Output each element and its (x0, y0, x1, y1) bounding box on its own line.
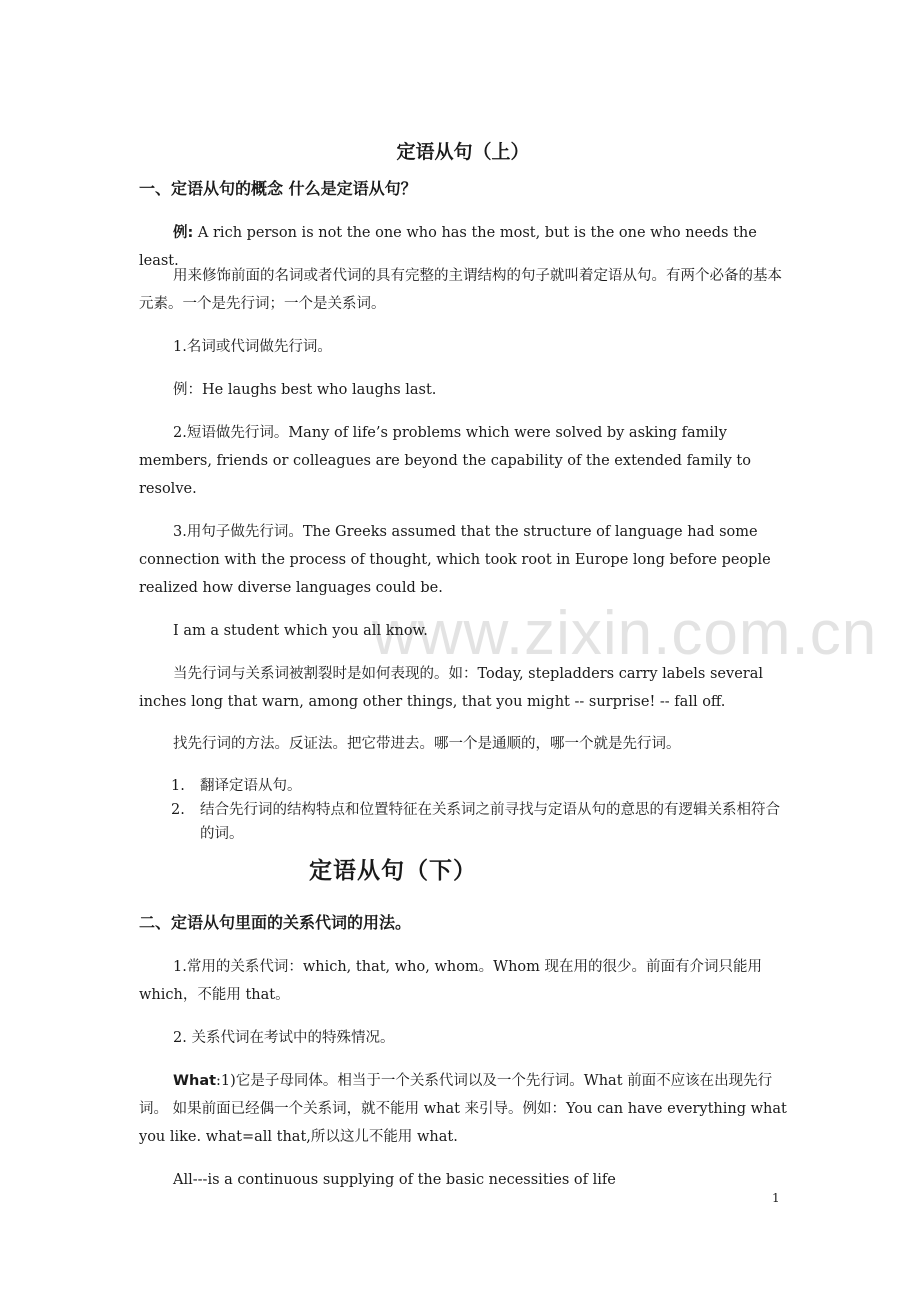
student-sentence: I am a student which you all know. (173, 623, 428, 639)
page-number: 1 (772, 1191, 780, 1205)
list-item-number: 2. (171, 802, 185, 818)
example-label: 例: (173, 225, 194, 241)
item2-phrase-antecedent: 2.短语做先行词。Many of life’s problems which were solved by asking family members, friends or colleagues are beyond the capability of the extended family to resolve. (139, 425, 751, 497)
item1-example: 例：He laughs best who laughs last. (173, 382, 437, 398)
definition-paragraph: 用来修饰前面的名词或者代词的具有完整的主谓结构的句子就叫着定语从句。有两个必备的基本元素。一个是先行词；一个是关系词。 (139, 268, 782, 312)
list-item (139, 774, 787, 798)
method-steps-list (139, 774, 787, 846)
all-line: All---is a continuous supplying of the basic necessities of life (173, 1172, 616, 1188)
separated-antecedent-paragraph: 当先行词与关系词被割裂时是如何表现的。如：Today, stepladders carry labels several inches long that warn, among other things, that you might -- surprise! -- fall off. (139, 666, 763, 710)
list-item-number: 1. (171, 778, 185, 794)
example-text: A rich person is not the one who has the most, but is the one who needs the least. (139, 225, 757, 269)
what-paragraph (139, 1067, 787, 1151)
document-page (139, 0, 787, 1302)
item1-noun-antecedent: 1.名词或代词做先行词。 (173, 339, 332, 355)
section1-heading: 一、定语从句的概念 什么是定语从句？ (139, 179, 417, 198)
what-text: :1)它是子母同体。相当于一个关系代词以及一个先行词。What 前面不应该在出现先行词。 如果前面已经偶一个关系词，就不能用 what 来引导。例如：You can have everything what you like. what=all that,所以这儿不能用 what. (139, 1073, 787, 1145)
section2-heading: 二、定语从句里面的关系代词的用法。 (139, 913, 412, 932)
item3-sentence-antecedent: 3.用句子做先行词。The Greeks assumed that the structure of language had some connection with the process of thought, which took root in Europe long before people realized how diverse languages could be. (139, 524, 771, 596)
title-lower: 定语从句（下） (309, 858, 477, 884)
section2-item2: 2. 关系代词在考试中的特殊情况。 (173, 1030, 395, 1046)
section2-item1: 1.常用的关系代词：which, that, who, whom。Whom 现在用的很少。前面有介词只能用 which，不能用 that。 (139, 959, 763, 1003)
method-paragraph: 找先行词的方法。反证法。把它带进去。哪一个是通顺的，哪一个就是先行词。 (173, 736, 681, 752)
watermark: www.zixin.com.cn (372, 599, 878, 668)
list-item (139, 798, 787, 846)
list-item-text: 翻译定语从句。 (200, 778, 302, 794)
what-label: What (173, 1073, 217, 1089)
list-item-text: 结合先行词的结构特点和位置特征在关系词之前寻找与定语从句的意思的有逻辑关系相符合的词。 (200, 802, 780, 842)
title-upper: 定语从句（上） (396, 141, 530, 163)
